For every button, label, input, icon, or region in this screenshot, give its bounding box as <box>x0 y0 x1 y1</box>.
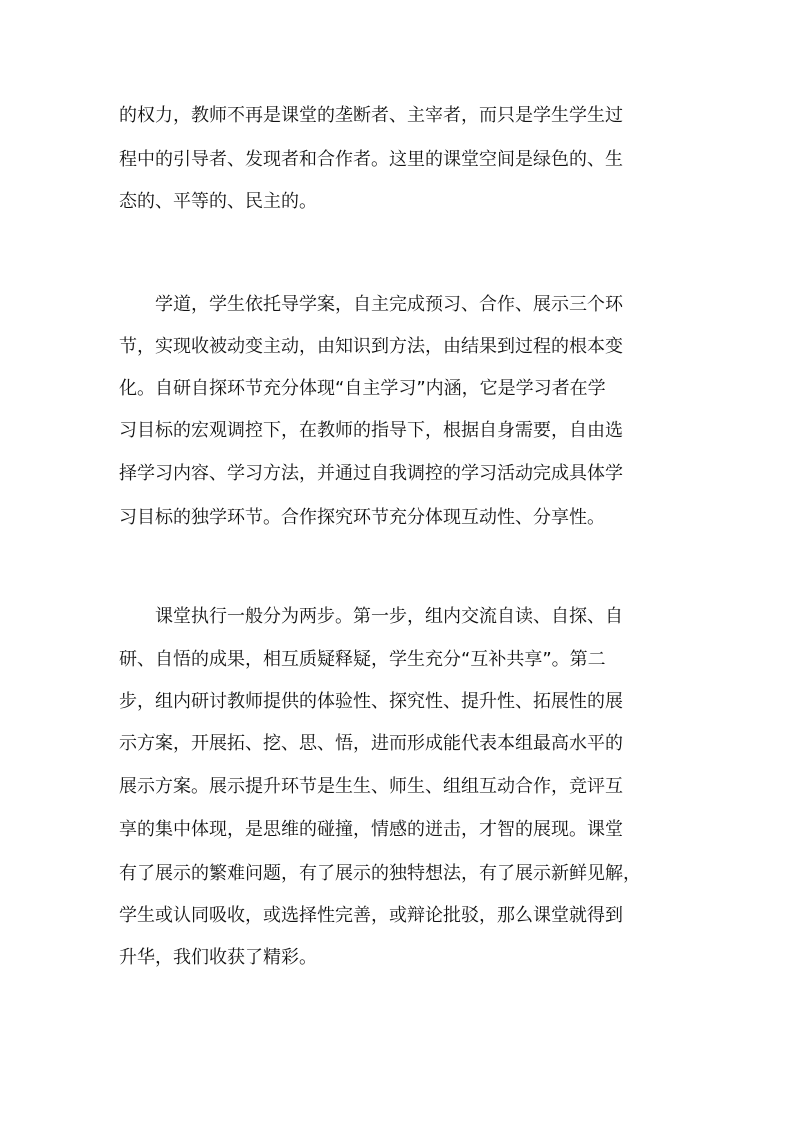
paragraph-3-line-3: 步，组内研讨教师提供的体验性、探究性、提升性、拓展性的展 <box>119 691 623 712</box>
paragraph-1-line-2: 程中的引导者、发现者和合作者。这里的课堂空间是绿色的、生 <box>119 149 623 170</box>
paragraph-3-line-4: 示方案，开展拓、挖、思、悟，进而形成能代表本组最高水平的 <box>119 733 623 754</box>
paragraph-3-line-8: 学生或认同吸收，或选择性完善，或辩论批驳，那么课堂就得到 <box>119 905 623 926</box>
paragraph-3-line-7: 有了展示的繁难问题，有了展示的独特想法，有了展示新鲜见解， <box>119 863 641 884</box>
paragraph-2-line-6: 习目标的独学环节。合作探究环节充分体现互动性、分享性。 <box>119 507 605 528</box>
paragraph-3-line-5: 展示方案。展示提升环节是生生、师生、组组互动合作，竞评互 <box>119 776 623 797</box>
paragraph-3-line-6: 享的集中体现，是思维的碰撞，情感的迸击，才智的展现。课堂 <box>119 819 623 840</box>
paragraph-2-line-5: 择学习内容、学习方法，并通过自我调控的学习活动完成具体学 <box>119 463 623 484</box>
paragraph-3-line-2: 研、自悟的成果，相互质疑释疑，学生充分“互补共享”。第二 <box>119 649 606 670</box>
paragraph-3-line-1: 课堂执行一般分为两步。第一步，组内交流自读、自探、自 <box>155 606 623 627</box>
paragraph-1-line-1: 的权力，教师不再是课堂的垄断者、主宰者，而只是学生学生过 <box>119 105 623 126</box>
paragraph-2-line-3: 化。自研自探环节充分体现“自主学习”内涵，它是学习者在学 <box>119 378 606 399</box>
paragraph-2-line-4: 习目标的宏观调控下，在教师的指导下，根据自身需要，自由选 <box>119 420 623 441</box>
paragraph-1-line-3: 态的、平等的、民主的。 <box>119 191 317 212</box>
paragraph-2-line-2: 节，实现收被动变主动，由知识到方法，由结果到过程的根本变 <box>119 336 623 357</box>
paragraph-3-line-9: 升华，我们收获了精彩。 <box>119 947 317 968</box>
paragraph-2-line-1: 学道，学生依托导学案，自主完成预习、合作、展示三个环 <box>155 294 623 315</box>
